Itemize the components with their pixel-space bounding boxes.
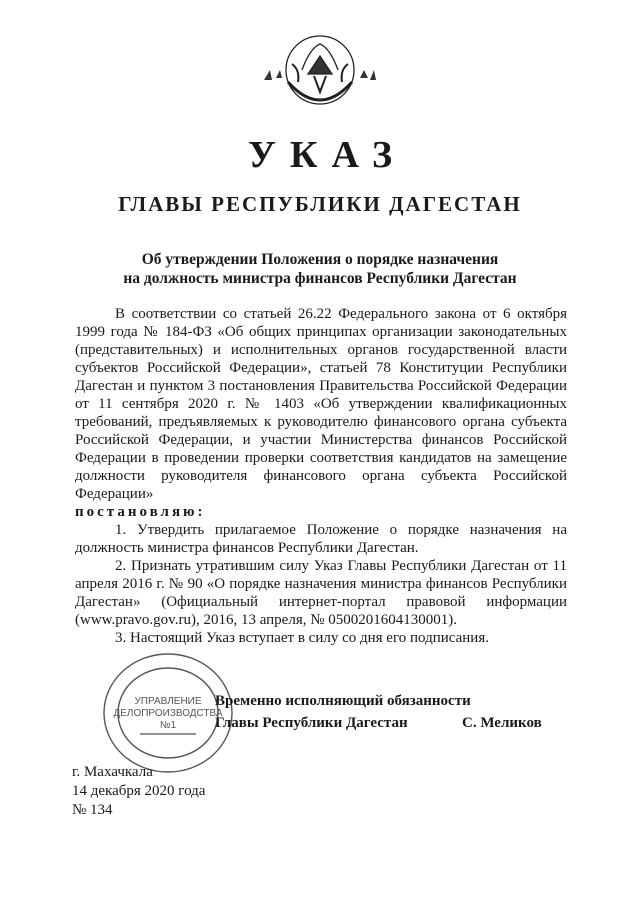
stamp-line-1: УПРАВЛЕНИЕ (134, 696, 202, 707)
issue-date: 14 декабря 2020 года (72, 783, 206, 799)
preamble-paragraph: В соответствии со статьей 26.22 Федерального закона от 6 октября 1999 года № 184-ФЗ «Об общих принципах организации законодательных (представительных) и исполнительных органов государственной власти субъектов Российской Федерации», статьей 78 Конституции Республики Дагестан и пунктом 3 постановления Правительства Российской Федерации от 11 сентября 2020 г. № 1403 «Об утверждении квалификационных требований, предъявляемых к руководителю финансового органа субъекта Российской Федерации, и участии Министерства финансов Российской Федерации в проведении проверки соответствия кандидатов на замещение должности руководителя финансового органа субъекта Российской Федерации» (75, 306, 567, 502)
decree-number: № 134 (72, 802, 113, 818)
issuing-authority: ГЛАВЫ РЕСПУБЛИКИ ДАГЕСТАН (118, 192, 522, 216)
document-title: УКАЗ (248, 134, 406, 176)
signatory-position-line-2: Главы Республики Дагестан (215, 715, 408, 731)
issue-place: г. Махачкала (72, 764, 153, 780)
decree-item-3: 3. Настоящий Указ вступает в силу со дня его подписания. (115, 630, 489, 646)
decree-body (75, 305, 567, 647)
office-stamp (100, 650, 236, 776)
resolve-line (75, 503, 567, 521)
signatory-name: С. Меликов (462, 715, 542, 731)
stamp-line-3: №1 (159, 720, 177, 731)
coat-of-arms-emblem (262, 30, 378, 116)
signatory-position-line-1: Временно исполняющий обязанности (215, 693, 471, 709)
decree-item-2: 2. Признать утратившим силу Указ Главы Республики Дагестан от 11 апреля 2016 г. № 90 «О порядке назначения министра финансов Республики Дагестан» (Официальный интернет-портал правовой информации (www.pravo.gov.ru), 2016, 13 апреля, № 0500201604130001). (75, 558, 567, 628)
heading-line-2: на должность министра финансов Республики Дагестан (123, 270, 517, 287)
resolve-word: постановляю: (75, 504, 206, 520)
decree-heading (80, 250, 560, 288)
stamp-line-2: ДЕЛОПРОИЗВОДСТВА (113, 708, 223, 719)
decree-item-1: 1. Утвердить прилагаемое Положение о порядке назначения на должность министра финансов Республики Дагестан. (75, 522, 567, 556)
heading-line-1: Об утверждении Положения о порядке назначения (141, 251, 499, 268)
